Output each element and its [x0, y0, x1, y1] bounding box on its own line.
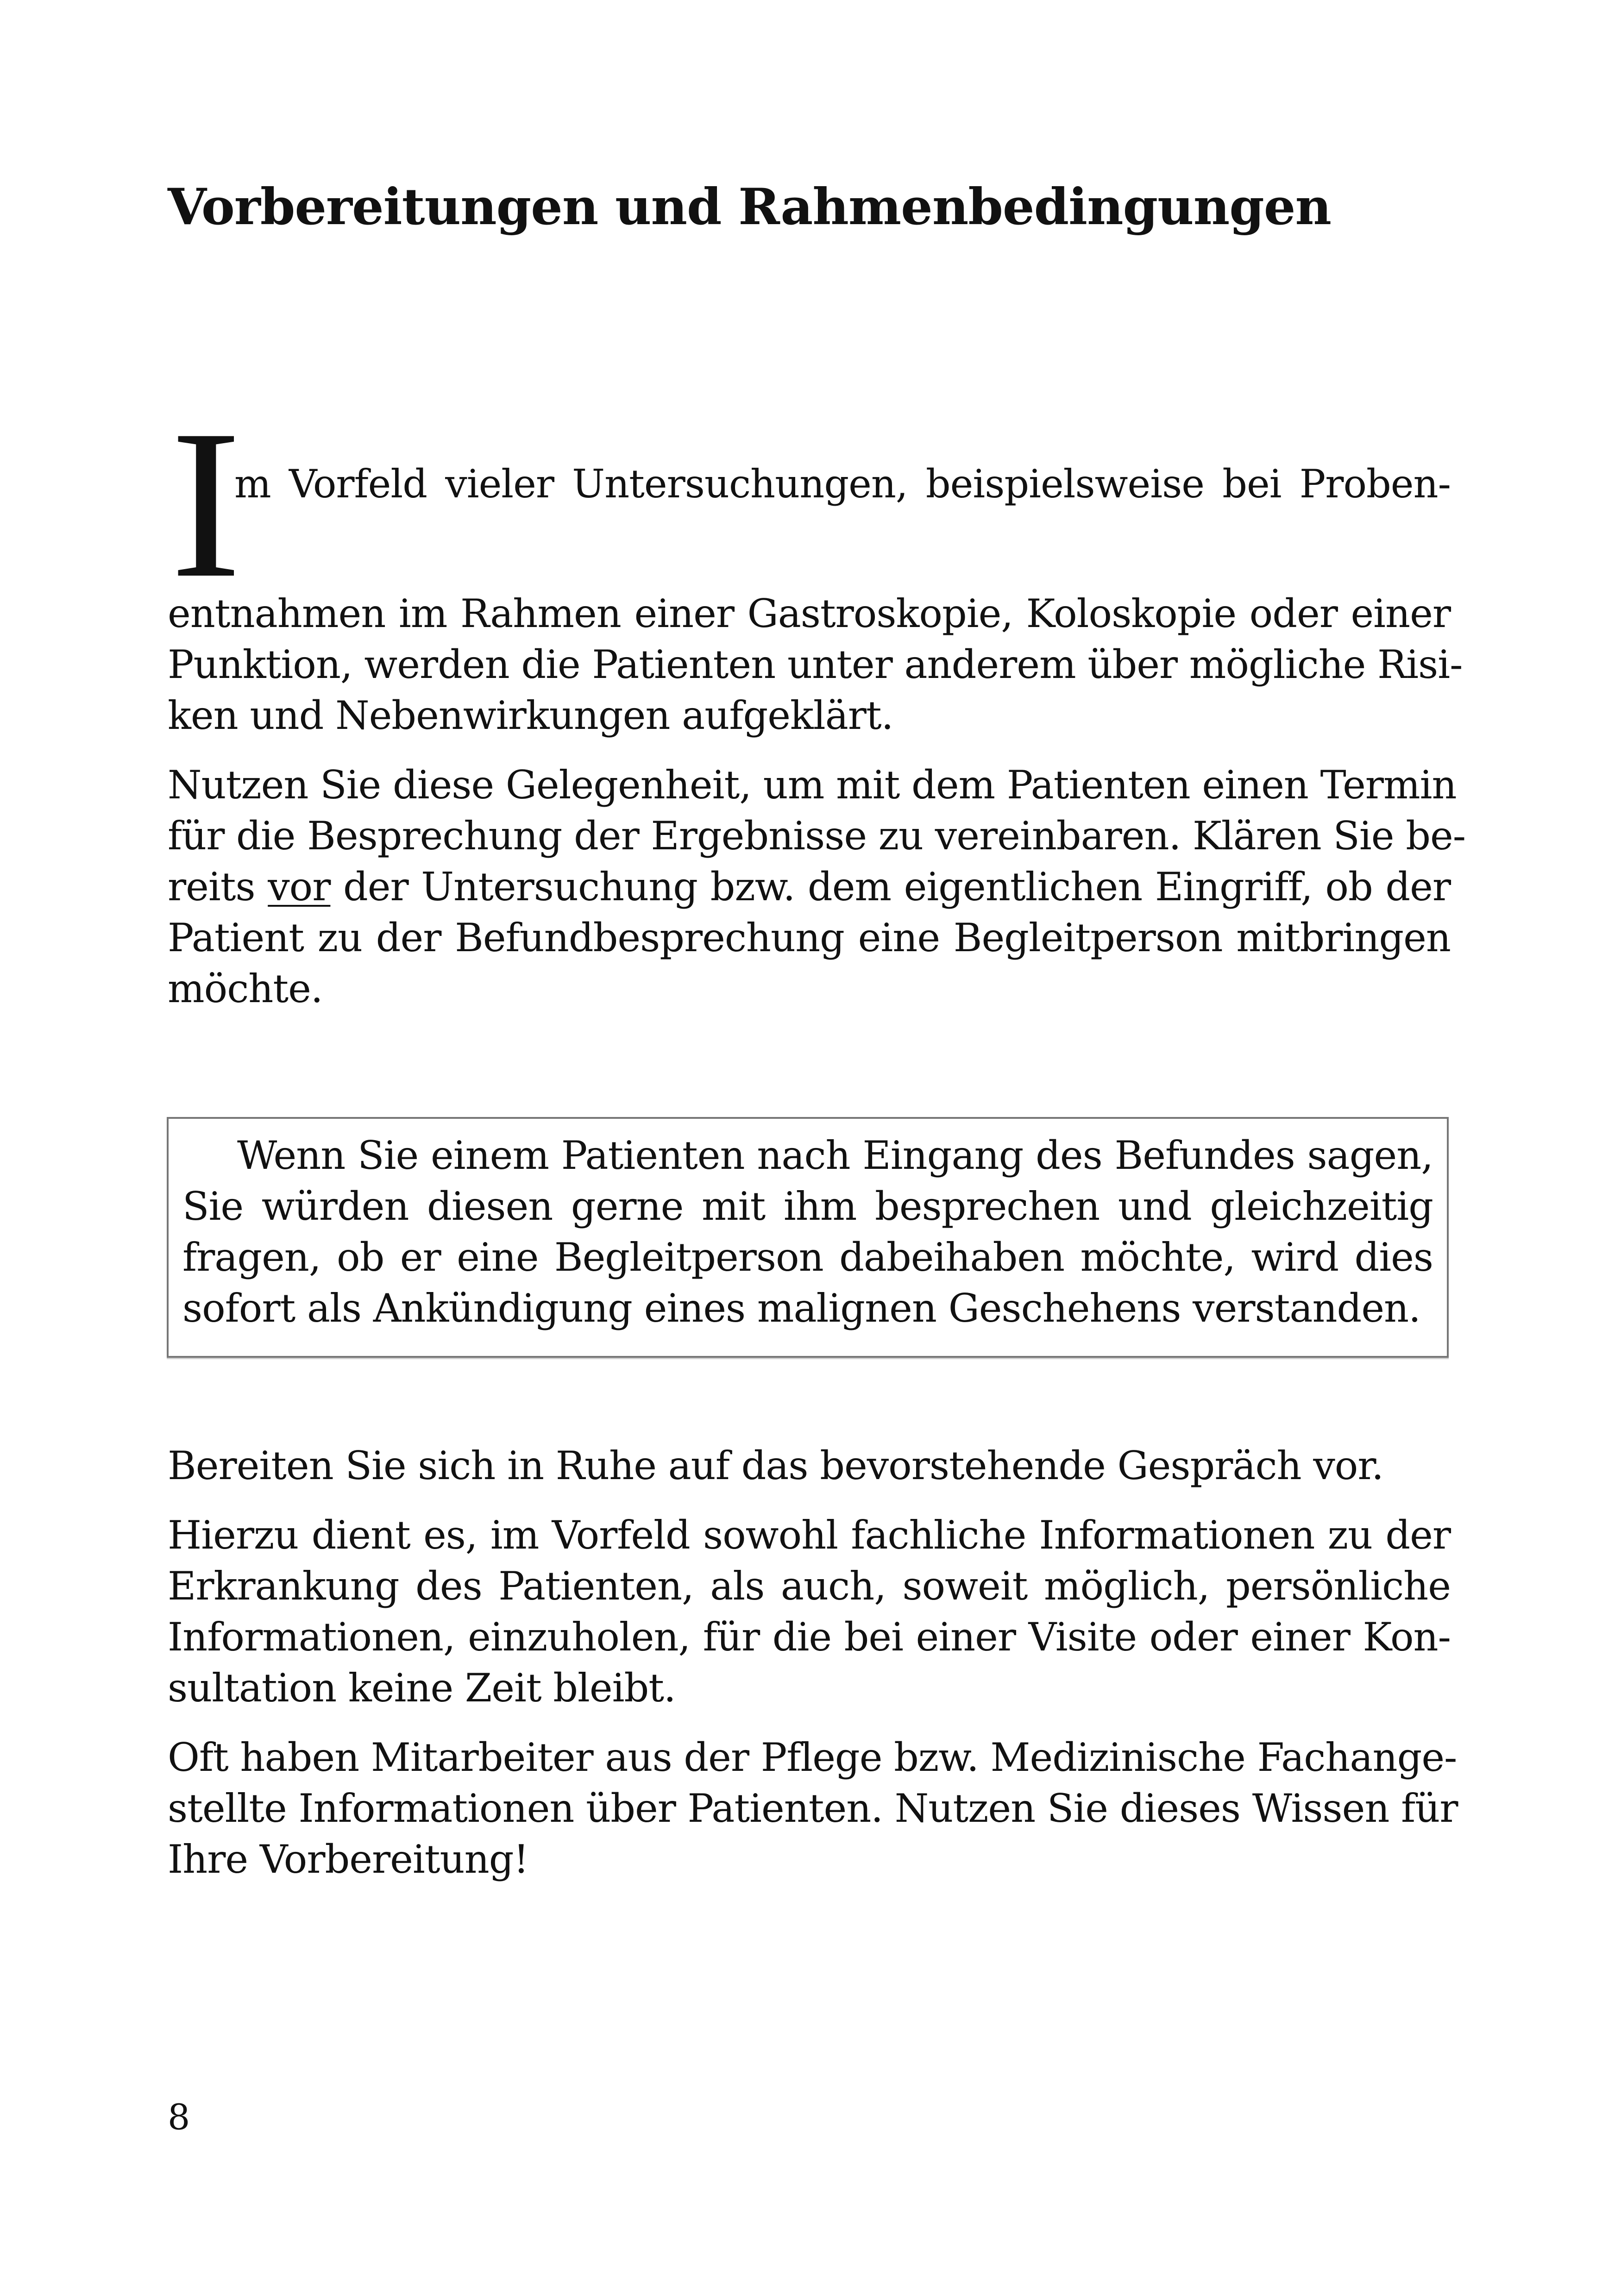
paragraph-line: möchte. — [168, 966, 323, 1011]
paragraph-line: stellte Informationen über Patienten. Nutzen Sie dieses Wissen für — [168, 1786, 1458, 1831]
callout-line: Sie würden diesen gerne mit ihm besprechen und gleichzeitig — [182, 1184, 1433, 1229]
paragraph-line: ken und Nebenwirkungen aufgeklärt. — [168, 693, 893, 738]
paragraph-line: Oft haben Mitarbeiter aus der Pflege bzw. Medizinische Fachange- — [168, 1735, 1457, 1780]
paragraph-line: Informationen, einzuholen, für die bei einer Visite oder einer Kon- — [168, 1614, 1451, 1660]
paragraph-line: sultation keine Zeit bleibt. — [168, 1665, 676, 1711]
drop-cap-letter: I — [170, 386, 242, 622]
paragraph-line: Patient zu der Befundbesprechung eine Begleitperson mitbringen — [168, 915, 1451, 960]
callout-line: Wenn Sie einem Patienten nach Eingang des Befundes sagen, — [237, 1133, 1433, 1178]
paragraph-line: Ihre Vorbereitung! — [168, 1837, 529, 1882]
paragraph-line: Hierzu dient es, im Vorfeld sowohl fachliche Informationen zu der — [168, 1512, 1451, 1558]
callout-line: fragen, ob er eine Begleitperson dabeihaben möchte, wird dies — [182, 1235, 1433, 1280]
paragraph-line: Erkrankung des Patienten, als auch, soweit möglich, persönliche — [168, 1563, 1451, 1609]
paragraph-line: m Vorfeld vieler Untersuchungen, beispielsweise bei Proben- — [234, 461, 1451, 507]
underlined-word: vor — [268, 864, 331, 910]
callout-line: sofort als Ankündigung eines malignen Geschehens verstanden. — [182, 1286, 1420, 1331]
paragraph-line: Bereiten Sie sich in Ruhe auf das bevorstehende Gespräch vor. — [168, 1443, 1383, 1488]
paragraph-line: für die Besprechung der Ergebnisse zu vereinbaren. Klären Sie be- — [168, 813, 1466, 859]
text-span: reits — [168, 864, 255, 910]
paragraph-line: Nutzen Sie diese Gelegenheit, um mit dem Patienten einen Termin — [168, 762, 1457, 808]
paragraph-line — [168, 864, 1451, 910]
paragraph-line: entnahmen im Rahmen einer Gastroskopie, Koloskopie oder einer — [168, 591, 1451, 636]
page-heading: Vorbereitungen und Rahmenbedingungen — [168, 178, 1331, 236]
paragraph-line: Punktion, werden die Patienten unter anderem über mögliche Risi- — [168, 642, 1463, 687]
text-span: der Untersuchung bzw. dem eigentlichen Eingriff, ob der — [343, 864, 1451, 910]
page-number: 8 — [168, 2096, 190, 2138]
